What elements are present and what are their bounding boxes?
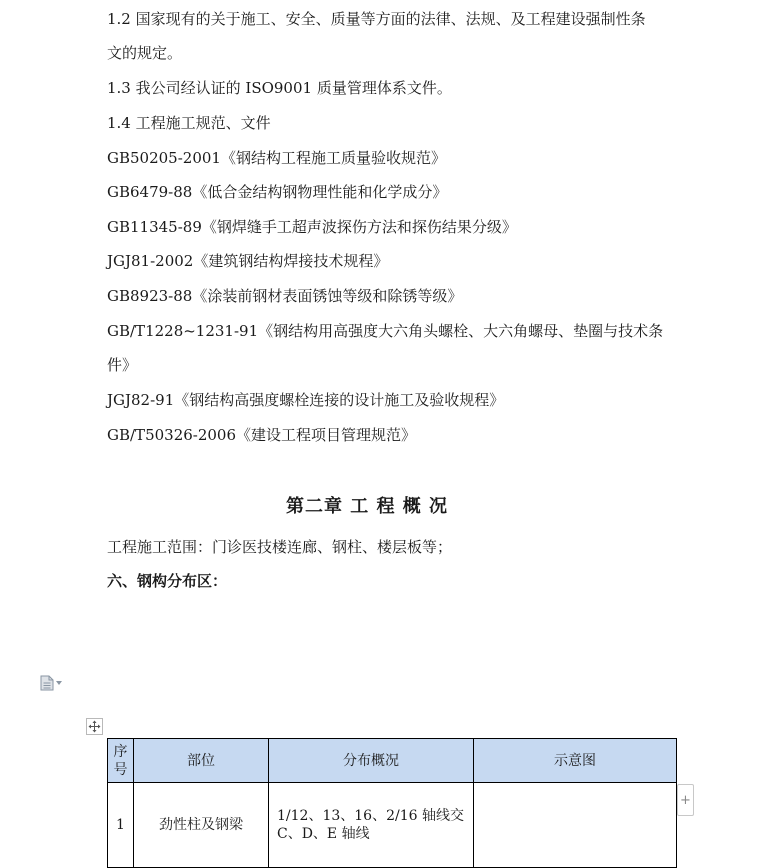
scope-text: 工程施工范围：门诊医技楼连廊、钢柱、楼层板等； xyxy=(107,538,453,556)
standard-gb6479: GB6479-88《低合金结构钢物理性能和化学成分》 xyxy=(107,183,448,201)
distribution-table xyxy=(107,738,677,868)
document-icon xyxy=(40,675,54,691)
header-diagram: 示意图 xyxy=(474,739,677,783)
standard-gb50205: GB50205-2001《钢结构工程施工质量验收规范》 xyxy=(107,149,446,167)
add-column-button[interactable]: + xyxy=(677,784,694,816)
standard-jgj81: JGJ81-2002《建筑钢结构焊接技术规程》 xyxy=(107,252,389,270)
header-distribution: 分布概况 xyxy=(269,739,474,783)
standard-gbt50326: GB/T50326-2006《建设工程项目管理规范》 xyxy=(107,426,417,444)
header-index: 序号 xyxy=(108,739,134,783)
cell-diagram[interactable] xyxy=(474,783,677,868)
standard-jgj82: JGJ82-91《钢结构高强度螺栓连接的设计施工及验收规程》 xyxy=(107,391,505,409)
dropdown-arrow-icon xyxy=(56,681,62,685)
section-title: 六、钢构分布区： xyxy=(107,572,228,590)
paste-options-icon[interactable] xyxy=(40,675,66,691)
standard-gbt1228-cont: 件》 xyxy=(107,356,138,374)
cell-distribution[interactable]: 1/12、13、16、2/16 轴线交 C、D、E 轴线 xyxy=(269,783,474,868)
move-arrows-icon xyxy=(88,720,101,733)
standard-gbt1228: GB/T1228~1231-91《钢结构用高强度大六角头螺栓、大六角螺母、垫圈与技术条 xyxy=(107,322,664,340)
chapter-heading: 第二章 工 程 概 况 xyxy=(285,496,449,517)
cell-index[interactable]: 1 xyxy=(108,783,134,868)
table-move-handle[interactable] xyxy=(86,718,103,735)
paragraph-1: 1.2 国家现有的关于施工、安全、质量等方面的法律、法规、及工程建设强制性条 xyxy=(107,10,646,28)
table-header-row xyxy=(108,739,677,783)
standard-gb11345: GB11345-89《钢焊缝手工超声波探伤方法和探伤结果分级》 xyxy=(107,218,517,236)
paragraph-2: 文的规定。 xyxy=(107,44,183,62)
cell-part[interactable]: 劲性柱及钢梁 xyxy=(134,783,269,868)
paragraph-4: 1.4 工程施工规范、文件 xyxy=(107,114,271,132)
table-row xyxy=(108,783,677,868)
paragraph-3: 1.3 我公司经认证的 ISO9001 质量管理体系文件。 xyxy=(107,79,452,97)
header-part: 部位 xyxy=(134,739,269,783)
standard-gb8923: GB8923-88《涂装前钢材表面锈蚀等级和除锈等级》 xyxy=(107,287,463,305)
